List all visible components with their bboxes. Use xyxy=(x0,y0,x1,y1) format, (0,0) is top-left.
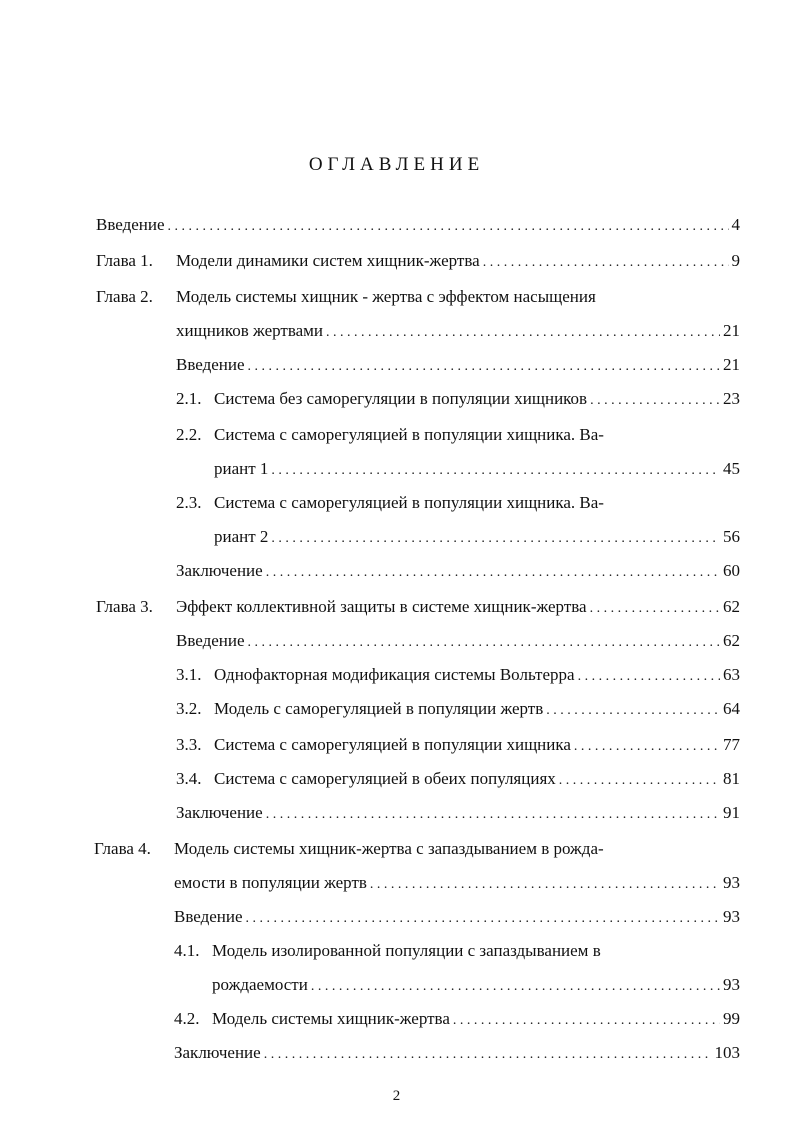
toc-page-number: 62 xyxy=(723,631,740,650)
toc-page-number: 103 xyxy=(714,1043,740,1062)
toc-entry-chapter-2[interactable] xyxy=(176,320,740,342)
toc-entry-intro-4[interactable] xyxy=(174,906,740,928)
page-title: ОГЛАВЛЕНИЕ xyxy=(308,154,485,175)
toc-entry-text: Введение xyxy=(176,631,245,650)
toc-entry-intro[interactable] xyxy=(96,214,740,236)
toc-entry-text: Модель изолированной популяции с запаздыванием в xyxy=(212,941,601,960)
toc-page-number: 60 xyxy=(723,561,740,580)
dot-leader xyxy=(578,666,720,688)
dot-leader xyxy=(574,736,720,758)
toc-entry-3-4[interactable] xyxy=(214,768,740,790)
chapter-label: Глава 2. xyxy=(96,287,153,306)
chapter-label: Глава 3. xyxy=(96,597,153,616)
toc-entry-text-cont: риант 2 xyxy=(214,527,269,546)
dot-leader xyxy=(546,700,720,722)
toc-entry-2-3[interactable] xyxy=(214,526,740,548)
toc-page-number: 4 xyxy=(731,215,740,234)
toc-entry-text-cont: хищников жертвами xyxy=(176,321,324,340)
toc-page-number: 77 xyxy=(723,735,740,754)
toc-entry-2-1[interactable] xyxy=(214,388,740,410)
toc-page-number: 23 xyxy=(723,389,740,408)
toc-entry-chapter-4[interactable] xyxy=(174,872,740,894)
section-number: 4.1. xyxy=(174,941,200,960)
toc-entry-intro-3[interactable] xyxy=(176,630,740,652)
toc-entry-conclusion-2[interactable] xyxy=(176,560,740,582)
toc-entry-2-2[interactable] xyxy=(214,458,740,480)
dot-leader xyxy=(453,1010,720,1032)
toc-entry-label: Введение xyxy=(96,215,165,234)
dot-leader xyxy=(559,770,720,792)
toc-page-number: 9 xyxy=(731,251,740,270)
toc-entry-text: Заключение xyxy=(176,803,263,822)
dot-leader xyxy=(271,460,720,482)
toc-entry-text: Система с саморегуляцией в популяции хищника. Ва- xyxy=(214,493,604,512)
toc-entry-text: Модели динамики систем хищник-жертва xyxy=(176,251,480,270)
dot-leader xyxy=(266,562,720,584)
toc-entry-4-1[interactable] xyxy=(212,974,740,996)
toc-entry-3-3[interactable] xyxy=(214,734,740,756)
toc-page-number: 63 xyxy=(723,665,740,684)
dot-leader xyxy=(590,390,720,412)
section-number: 3.3. xyxy=(176,735,202,754)
dot-leader xyxy=(311,976,720,998)
toc-entry-text: Модель системы хищник - жертва с эффектом насыщения xyxy=(176,287,596,306)
toc-entry-text: Модель системы хищник-жертва xyxy=(212,1009,450,1028)
section-number: 2.2. xyxy=(176,425,202,444)
toc-entry-conclusion-3[interactable] xyxy=(176,802,740,824)
section-number: 2.3. xyxy=(176,493,202,512)
dot-leader xyxy=(264,1044,712,1066)
page-number: 2 xyxy=(392,1088,401,1104)
section-number: 3.2. xyxy=(176,699,202,718)
section-number: 2.1. xyxy=(176,389,202,408)
dot-leader xyxy=(271,528,720,550)
toc-entry-chapter-3[interactable] xyxy=(176,596,740,618)
dot-leader xyxy=(590,598,720,620)
toc-page-number: 45 xyxy=(723,459,740,478)
toc-page-number: 81 xyxy=(723,769,740,788)
toc-entry-text: Однофакторная модификация системы Вольтерра xyxy=(214,665,575,684)
toc-entry-text: Система с саморегуляцией в популяции хищника xyxy=(214,735,571,754)
dot-leader xyxy=(248,356,720,378)
toc-page-number: 56 xyxy=(723,527,740,546)
toc-entry-text: Система с саморегуляцией в популяции хищника. Ва- xyxy=(214,425,604,444)
dot-leader xyxy=(370,874,720,896)
chapter-label: Глава 1. xyxy=(96,251,153,270)
toc-page-number: 99 xyxy=(723,1009,740,1028)
toc-entry-text: Модель системы хищник-жертва с запаздыванием в рожда- xyxy=(174,839,604,858)
section-number: 4.2. xyxy=(174,1009,200,1028)
toc-entry-text: Введение xyxy=(176,355,245,374)
toc-entry-text: Модель с саморегуляцией в популяции жертв xyxy=(214,699,544,718)
toc-entry-text: Заключение xyxy=(176,561,263,580)
toc-entry-text: Эффект коллективной защиты в системе хищник-жертва xyxy=(176,597,587,616)
dot-leader xyxy=(248,632,720,654)
toc-entry-4-2[interactable] xyxy=(212,1008,740,1030)
toc-page-number: 93 xyxy=(723,873,740,892)
section-number: 3.4. xyxy=(176,769,202,788)
dot-leader xyxy=(246,908,720,930)
toc-entry-text-cont: емости в популяции жертв xyxy=(174,873,367,892)
dot-leader xyxy=(326,322,720,344)
toc-page-number: 62 xyxy=(723,597,740,616)
toc-page-number: 64 xyxy=(723,699,740,718)
toc-entry-text-cont: рождаемости xyxy=(212,975,308,994)
toc-entry-text-cont: риант 1 xyxy=(214,459,269,478)
toc-entry-text: Введение xyxy=(174,907,243,926)
toc-page-number: 21 xyxy=(723,355,740,374)
section-number: 3.1. xyxy=(176,665,202,684)
toc-entry-text: Заключение xyxy=(174,1043,261,1062)
toc-page-number: 93 xyxy=(723,975,740,994)
toc-entry-chapter-1[interactable] xyxy=(176,250,740,272)
toc-entry-conclusion-4[interactable] xyxy=(174,1042,740,1064)
toc-page-number: 21 xyxy=(723,321,740,340)
toc-entry-3-2[interactable] xyxy=(214,698,740,720)
toc-page-number: 91 xyxy=(723,803,740,822)
dot-leader xyxy=(168,216,729,238)
dot-leader xyxy=(483,252,729,274)
toc-entry-intro-2[interactable] xyxy=(176,354,740,376)
toc-entry-text: Система без саморегуляции в популяции хищников xyxy=(214,389,588,408)
dot-leader xyxy=(266,804,720,826)
toc-entry-text: Система с саморегуляцией в обеих популяциях xyxy=(214,769,556,788)
toc-page-number: 93 xyxy=(723,907,740,926)
chapter-label: Глава 4. xyxy=(94,839,151,858)
toc-entry-3-1[interactable] xyxy=(214,664,740,686)
